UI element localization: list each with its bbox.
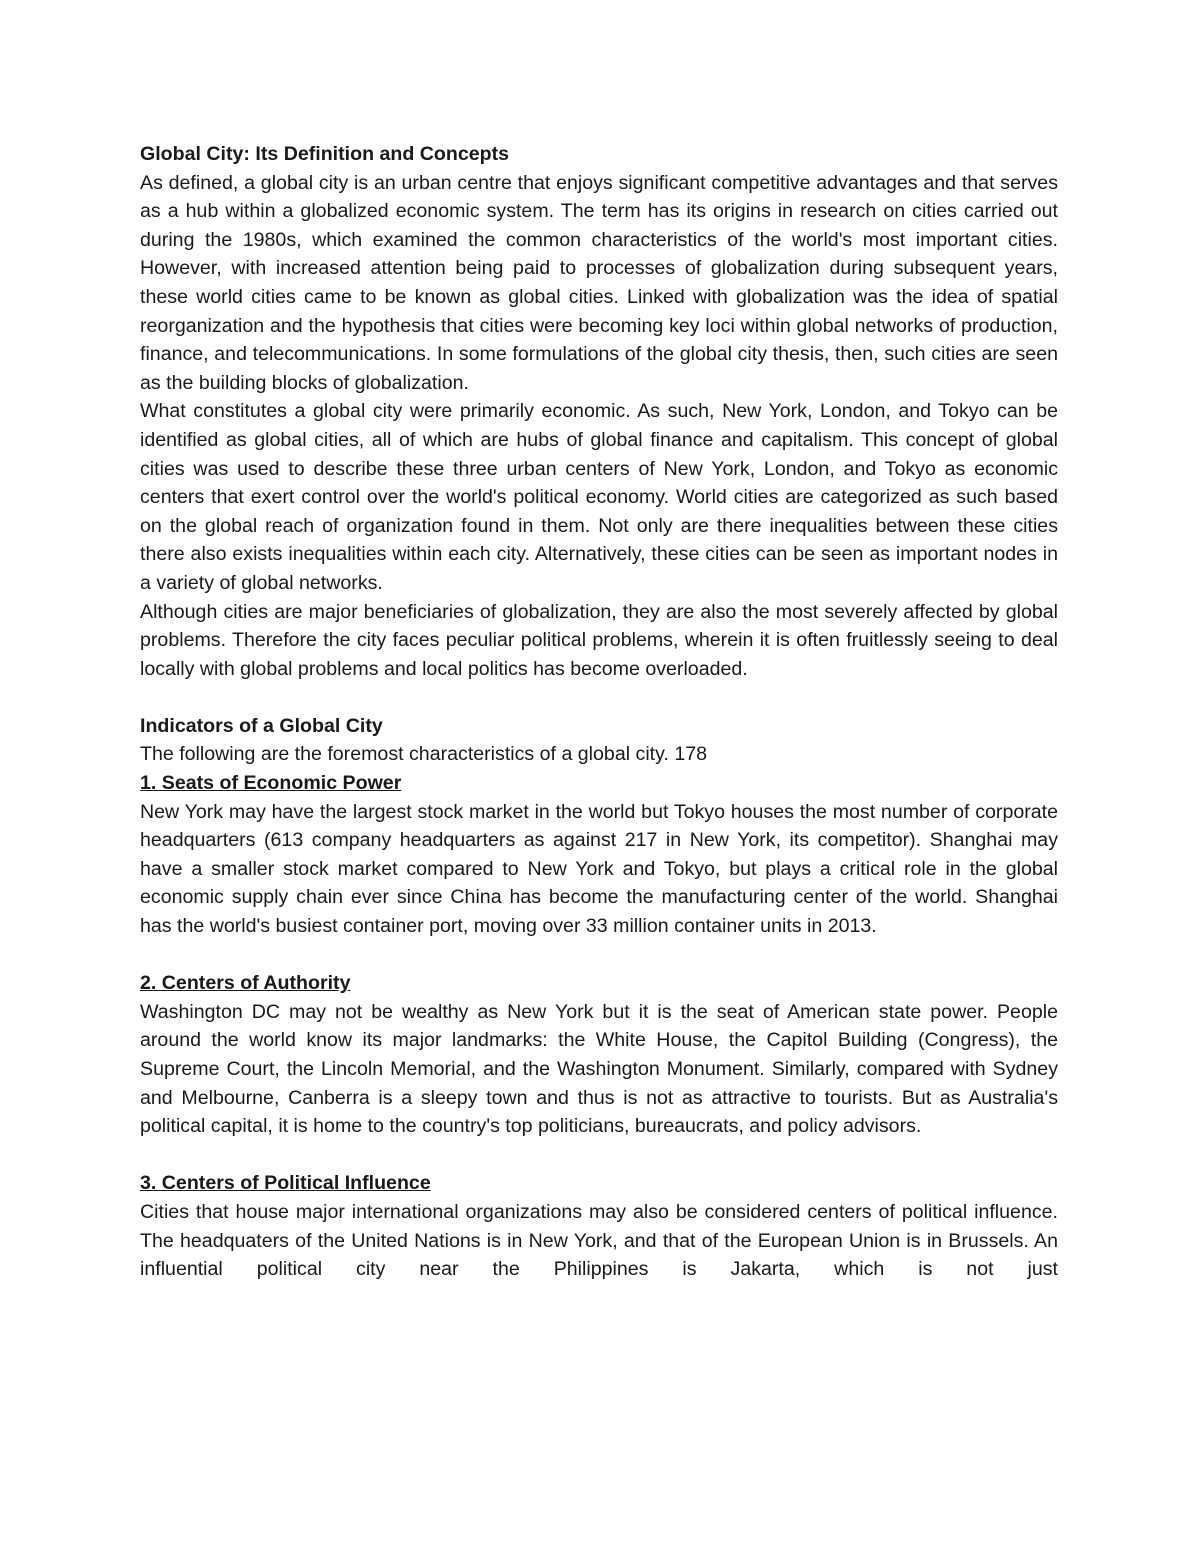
document-page — [140, 140, 1058, 1284]
definition-paragraph: As defined, a global city is an urban centre that enjoys significant competitive advantages and that serves as a hub within a globalized economic system. The term has its origins in research on cities carried out during the 1980s, which examined the common characteristics of the world's most important cities. However, with increased attention being paid to processes of globalization during subsequent years, these world cities came to be known as global cities. Linked with globalization was the idea of spatial reorganization and the hypothesis that cities were becoming key loci within global networks of production, finance, and telecommunications. In some formulations of the global city thesis, then, such cities are seen as the building blocks of globalization. — [140, 171, 1058, 394]
indicators-intro: The following are the foremost characteristics of a global city. 178 — [140, 743, 708, 766]
section-title-indicators: Indicators of a Global City — [140, 714, 383, 737]
item-text-economic-power: New York may have the largest stock market in the world but Tokyo houses the most number of corporate headquarters (613 company headquarters as against 217 in New York, its competitor). Shanghai may have a smaller stock market compared to New York and Tokyo, but plays a critical role in the global economic supply chain ever since China has become the manufacturing center of the world. Shanghai has the world's busiest container port, moving over 33 million container units in 2013. — [140, 800, 1058, 938]
item-heading-political-influence: 3. Centers of Political Influence — [140, 1172, 431, 1195]
spacer — [140, 941, 1058, 970]
item-heading-authority: 2. Centers of Authority — [140, 972, 351, 995]
item-text-authority: Washington DC may not be wealthy as New York but it is the seat of American state power. People around the world know its major landmarks: the White House, the Capitol Building (Congress), the Supreme Court, the Lincoln Memorial, and the Washington Monument. Similarly, compared with Sydney and Melbourne, Canberra is a sleepy town and thus is not as attractive to tourists. But as Australia's political capital, it is home to the country's top politicians, bureaucrats, and policy advisors. — [140, 1000, 1058, 1138]
spacer — [140, 683, 1058, 712]
item-heading-economic-power: 1. Seats of Economic Power — [140, 772, 402, 795]
spacer — [140, 1141, 1058, 1170]
problems-paragraph: Although cities are major beneficiaries of globalization, they are also the most severely affected by global problems. Therefore the city faces peculiar political problems, wherein it is often fruitlessly seeing to deal locally with global problems and local politics has become overloaded. — [140, 600, 1058, 680]
section-title-global-city: Global City: Its Definition and Concepts — [140, 143, 510, 165]
item-text-political-influence: Cities that house major international organizations may also be considered centers of political influence. The headquaters of the United Nations is in New York, and that of the European Union is in Brussels. An influential political city near the Philippines is Jakarta, which is not just — [140, 1200, 1058, 1281]
economic-paragraph: What constitutes a global city were primarily economic. As such, New York, London, and Tokyo can be identified as global cities, all of which are hubs of global finance and capitalism. This concept of global cities was used to describe these three urban centers of New York, London, and Tokyo as economic centers that exert control over the world's political economy. World cities are categorized as such based on the global reach of organization found in them. Not only are there inequalities between these cities there also exists inequalities within each city. Alternatively, these cities can be seen as important nodes in a variety of global networks. — [140, 400, 1058, 594]
